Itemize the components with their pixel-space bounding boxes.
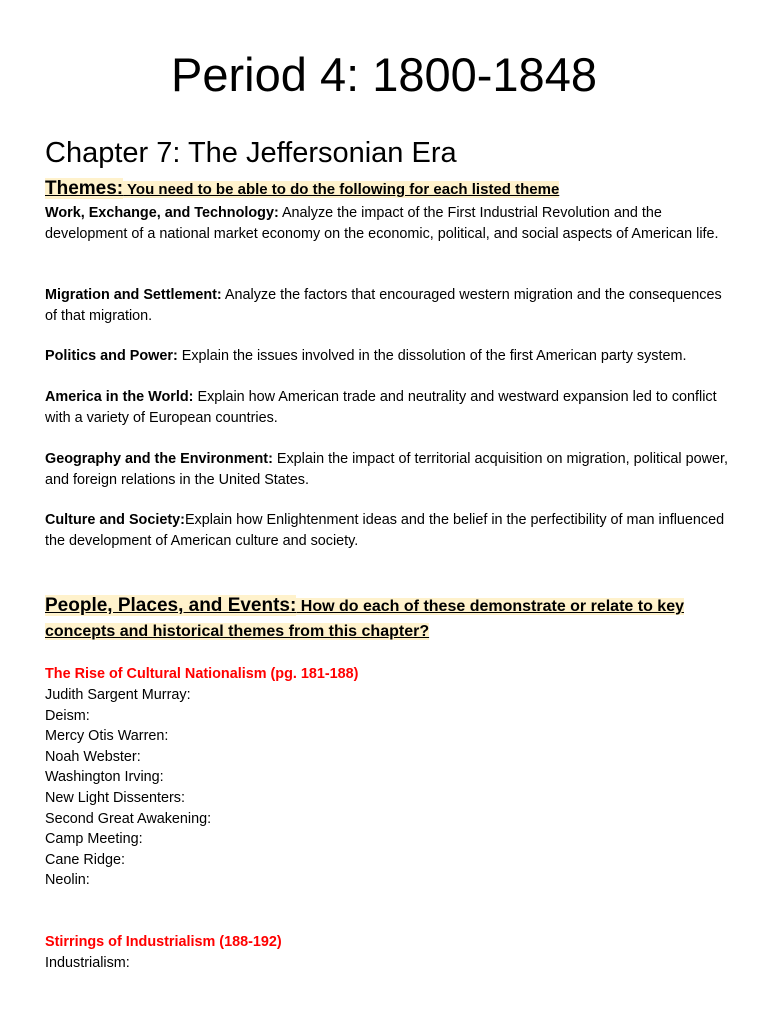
ppe-heading-question: How do each of these demonstrate or relate to key concepts and historical themes from this chapter? bbox=[45, 598, 684, 640]
theme-politics-power bbox=[45, 346, 735, 367]
theme-label: Work, Exchange, and Technology: bbox=[45, 205, 279, 221]
term-item: Deism: bbox=[45, 707, 90, 724]
term-item: Neolin: bbox=[45, 872, 90, 889]
theme-description: Explain how American trade and neutrality and westward expansion led to conflict with a variety of European countries. bbox=[45, 389, 717, 426]
theme-culture-society bbox=[45, 510, 735, 551]
theme-label: Geography and the Environment: bbox=[45, 451, 273, 467]
theme-description: Analyze the factors that encouraged western migration and the consequences of that migration. bbox=[45, 287, 722, 324]
people-places-events-heading bbox=[45, 593, 745, 644]
term-item: Judith Sargent Murray: bbox=[45, 687, 191, 703]
term-item: Mercy Otis Warren: bbox=[45, 728, 169, 745]
term-list-industrialism bbox=[45, 953, 130, 974]
chapter-title: Chapter 7: The Jeffersonian Era bbox=[45, 137, 457, 169]
theme-work-exchange-technology bbox=[45, 203, 735, 244]
themes-heading bbox=[45, 176, 745, 203]
term-item: Second Great Awakening: bbox=[45, 810, 212, 827]
section-heading-industrialism: Stirrings of Industrialism (188-192) bbox=[45, 934, 282, 950]
theme-label: America in the World: bbox=[45, 389, 194, 405]
term-item: Noah Webster: bbox=[45, 748, 141, 765]
page-title: Period 4: 1800-1848 bbox=[171, 48, 597, 101]
term-list-cultural-nationalism bbox=[45, 685, 211, 891]
theme-description: Explain how Enlightenment ideas and the belief in the perfectibility of man influenced the development of American culture and society. bbox=[45, 512, 725, 549]
term-item: Camp Meeting: bbox=[45, 831, 143, 848]
term-item: New Light Dissenters: bbox=[45, 789, 185, 806]
theme-description: Explain the impact of territorial acquisition on migration, political power, and foreign relations in the United States. bbox=[45, 451, 729, 488]
theme-migration-settlement bbox=[45, 285, 735, 326]
theme-label: Culture and Society: bbox=[45, 512, 185, 528]
term-item: Industrialism: bbox=[45, 955, 130, 971]
theme-description: Analyze the impact of the First Industrial Revolution and the development of a national market economy on the economic, political, and social aspects of American life. bbox=[45, 205, 719, 242]
theme-label: Politics and Power: bbox=[45, 348, 178, 364]
themes-heading-label: Themes: bbox=[45, 178, 124, 199]
theme-america-world bbox=[45, 387, 735, 428]
term-item: Washington Irving: bbox=[45, 769, 164, 786]
theme-label: Migration and Settlement: bbox=[45, 287, 222, 303]
term-item: Cane Ridge: bbox=[45, 851, 125, 868]
themes-heading-instruction: You need to be able to do the following for each listed theme bbox=[123, 181, 560, 198]
section-heading-cultural-nationalism: The Rise of Cultural Nationalism (pg. 181-188) bbox=[45, 666, 359, 682]
theme-geography-environment bbox=[45, 449, 735, 490]
theme-description: Explain the issues involved in the dissolution of the first American party system. bbox=[177, 348, 687, 364]
ppe-heading-label: People, Places, and Events: bbox=[45, 595, 297, 616]
